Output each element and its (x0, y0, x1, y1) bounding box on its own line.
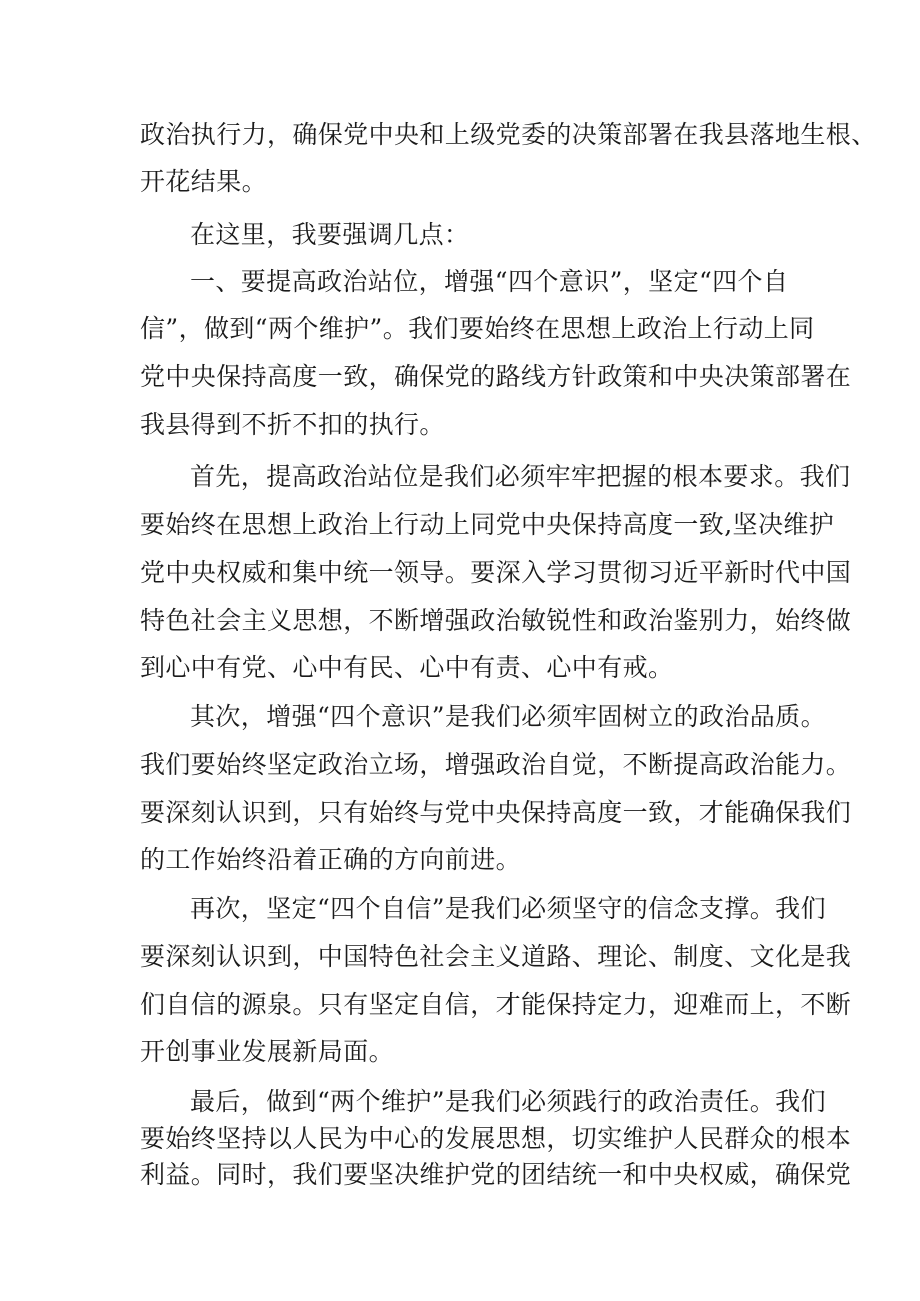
text-line: 再次，坚定“四个自信”是我们必须坚守的信念支撑。我们 (190, 894, 826, 923)
text-line: 信”，做到“两个维护”。我们要始终在思想上政治上行动上同 (140, 314, 815, 343)
text-line: 首先，提高政治站位是我们必须牢牢把握的根本要求。我们 (190, 462, 851, 491)
text-line: 要始终在思想上政治上行动上同党中央保持高度一致,坚决维护 (140, 510, 835, 539)
text-line: 其次，增强“四个意识”是我们必须牢固树立的政治品质。 (190, 702, 826, 731)
text-line: 开花结果。 (140, 167, 268, 196)
text-line: 的工作始终沿着正确的方向前进。 (140, 845, 522, 874)
text-line: 要深刻认识到，中国特色社会主义道路、理论、制度、文化是我 (140, 942, 852, 971)
text-line: 我们要始终坚定政治立场，增强政治自觉，不断提高政治能力。 (140, 750, 852, 779)
text-line: 利益。同时，我们要坚决维护党的团结统一和中央权威，确保党 (140, 1160, 852, 1189)
text-line: 最后，做到“两个维护”是我们必须践行的政治责任。我们 (190, 1087, 826, 1116)
text-line: 党中央权威和集中统一领导。要深入学习贯彻习近平新时代中国 (140, 558, 852, 587)
text-line: 特色社会主义思想，不断增强政治敏锐性和政治鉴别力，始终做 (140, 606, 852, 635)
text-line: 开创事业发展新局面。 (140, 1037, 395, 1066)
text-line: 在这里，我要强调几点： (190, 220, 470, 249)
text-line: 要深刻认识到，只有始终与党中央保持高度一致，才能确保我们 (140, 798, 852, 827)
text-line: 到心中有党、心中有民、心中有责、心中有戒。 (140, 653, 674, 682)
text-line: 我县得到不折不扣的执行。 (140, 410, 445, 439)
text-line: 们自信的源泉。只有坚定自信，才能保持定力，迎难而上，不断 (140, 990, 852, 1019)
text-line: 政治执行力，确保党中央和上级党委的决策部署在我县落地生根、 (140, 120, 877, 149)
text-line: 党中央保持高度一致，确保党的路线方针政策和中央决策部署在 (140, 362, 852, 391)
text-line: 要始终坚持以人民为中心的发展思想，切实维护人民群众的根本 (140, 1124, 852, 1153)
text-line: 一、要提高政治站位，增强“四个意识”，坚定“四个自 (190, 267, 789, 296)
